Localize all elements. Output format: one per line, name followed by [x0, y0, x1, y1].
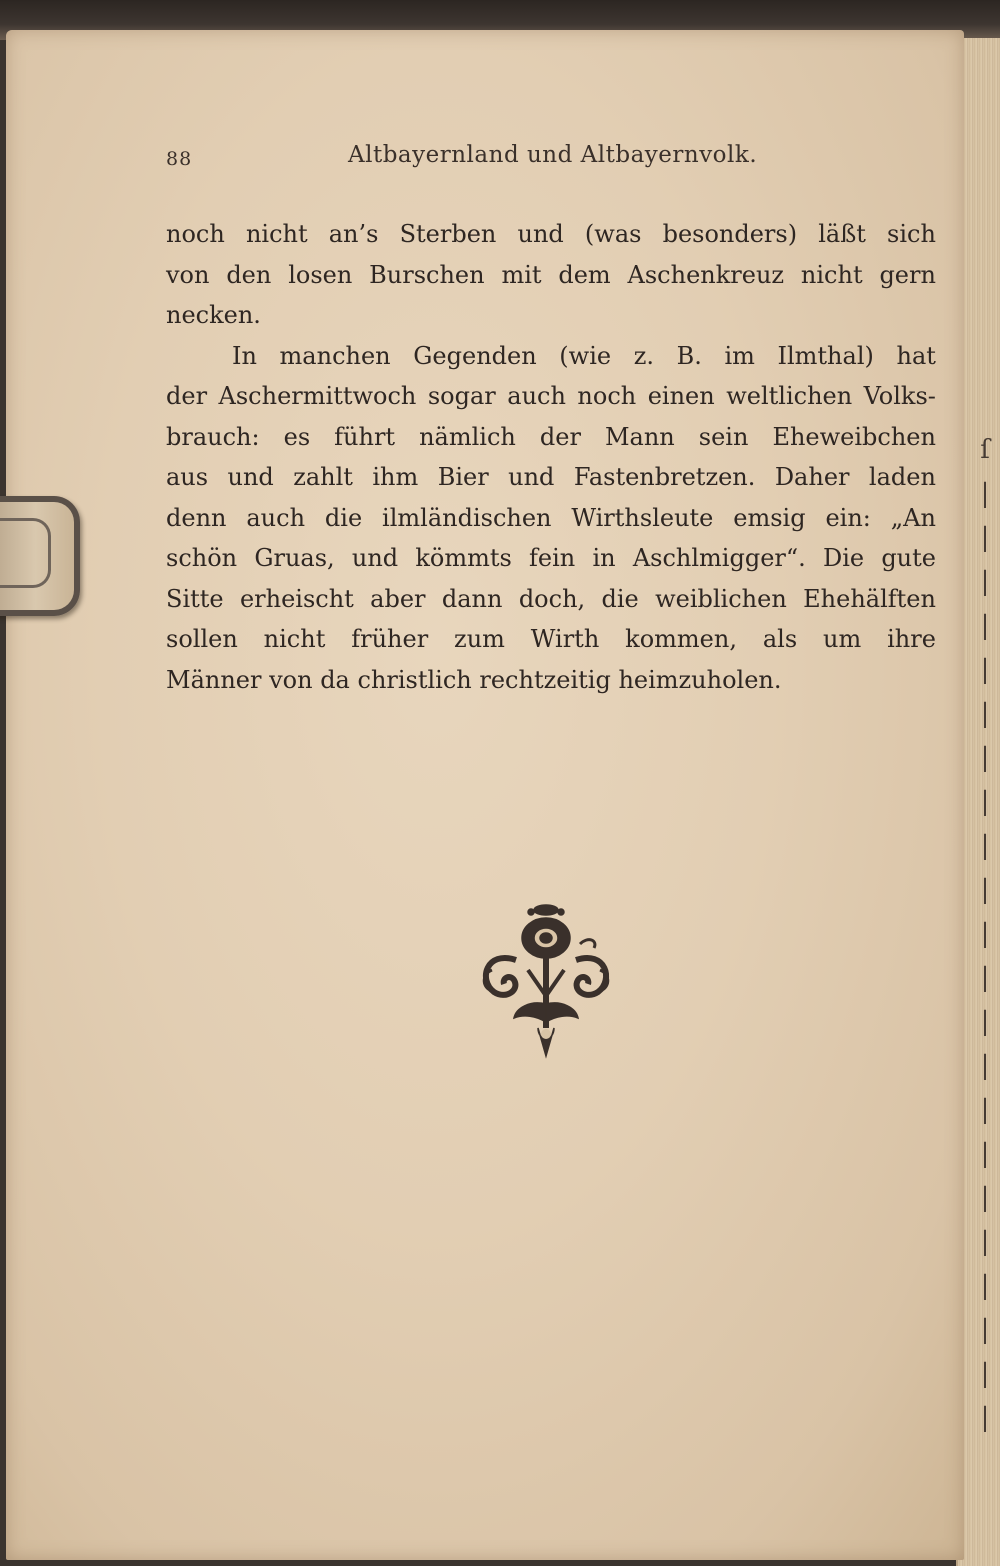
word: Aschenkreuz	[627, 260, 785, 289]
word: sich	[887, 220, 936, 248]
text-line	[166, 619, 936, 660]
next-page-edge-letters: ſ | | | | | | | | | | | | | | | | | | | | | |	[980, 435, 990, 1433]
word: den	[226, 260, 272, 289]
word: sogar	[427, 382, 496, 410]
text-line	[166, 255, 936, 296]
bookmark-clip-icon	[0, 496, 80, 616]
word: nicht	[263, 625, 326, 653]
word: nicht	[800, 260, 863, 289]
word: zahlt	[293, 463, 353, 491]
word: laden	[868, 463, 936, 491]
word: der	[166, 382, 208, 410]
word: (was	[584, 220, 642, 248]
word: um	[823, 625, 862, 653]
word: dem	[558, 260, 611, 289]
word: führt	[334, 422, 396, 451]
word: Wirthsleute	[571, 503, 714, 532]
word: läßt	[818, 220, 866, 248]
text-line	[166, 336, 936, 377]
word: losen	[288, 260, 353, 289]
word: zum	[454, 625, 505, 653]
word: nicht	[245, 220, 308, 248]
word: gute	[881, 544, 936, 572]
word: in	[592, 544, 616, 572]
text-line	[166, 214, 936, 255]
word: noch	[166, 220, 225, 248]
word: Wirth	[530, 625, 600, 653]
word: und	[351, 544, 399, 572]
word: es	[283, 422, 311, 451]
word: emsig	[733, 503, 806, 532]
word: Gegenden	[413, 341, 537, 370]
word: früher	[351, 625, 429, 653]
word: weiblichen	[655, 584, 787, 613]
word: Bier	[437, 463, 489, 491]
word: ihm	[372, 463, 419, 491]
word: Aschermittwoch	[218, 382, 417, 410]
text-line	[166, 538, 936, 579]
word: einen	[647, 382, 715, 410]
text-line	[166, 498, 936, 539]
word: die	[601, 584, 639, 613]
word: sein	[698, 422, 749, 451]
word: als	[762, 625, 798, 653]
word: Burschen	[369, 260, 485, 289]
word: fein	[529, 544, 576, 572]
body-text	[166, 214, 936, 700]
text-line	[166, 457, 936, 498]
text-line	[166, 417, 936, 458]
word: In	[232, 341, 257, 370]
word: Gruas,	[254, 544, 335, 572]
clip-inner-loop	[0, 518, 51, 588]
word: Sitte	[166, 584, 224, 613]
word: Sterben	[399, 220, 497, 248]
word: Mann	[604, 422, 675, 451]
word: Daher	[774, 463, 850, 491]
word: im	[724, 341, 755, 370]
word: ihre	[887, 625, 936, 653]
word: B.	[676, 341, 702, 370]
word: auch	[246, 503, 306, 532]
word: der	[539, 422, 581, 451]
word: Aschlmigger“.	[632, 544, 806, 572]
word: und	[517, 220, 564, 248]
word: nämlich	[419, 422, 516, 451]
word: aber	[370, 584, 426, 613]
word: und	[508, 463, 555, 491]
word: mit	[501, 260, 542, 289]
running-head-title: Altbayernland und Altbayernvolk.	[348, 142, 758, 168]
word: Ilmthal)	[777, 341, 874, 370]
word: an’s	[328, 220, 379, 248]
word: „An	[890, 503, 936, 532]
word: erheischt	[239, 584, 354, 613]
word: z.	[633, 341, 654, 370]
word: auch	[507, 382, 566, 410]
word: und	[227, 463, 274, 491]
word: (wie	[559, 341, 612, 370]
word: manchen	[279, 341, 391, 370]
word: doch,	[518, 584, 586, 613]
text-line	[166, 579, 936, 620]
word: Eheweibchen	[772, 422, 936, 451]
running-head	[166, 142, 926, 178]
paragraph-1	[166, 214, 936, 336]
word: hat	[896, 341, 936, 370]
word: Die	[822, 544, 865, 572]
word: Fastenbretzen.	[573, 463, 756, 491]
word: ein:	[825, 503, 871, 532]
word: von	[166, 260, 210, 289]
word: sollen	[166, 625, 238, 653]
word: denn	[166, 503, 227, 532]
text-line: necken.	[166, 301, 261, 329]
page-number: 88	[166, 148, 193, 170]
word: gern	[879, 260, 936, 289]
word: schön	[166, 544, 238, 572]
word: kommen,	[625, 625, 737, 653]
word: weltlichen	[726, 382, 853, 410]
word: ilmländischen	[382, 503, 552, 532]
text-line	[166, 376, 936, 417]
word: Volks-	[863, 382, 936, 410]
word: dann	[441, 584, 503, 613]
text-line: Männer von da christlich rechtzeitig heimzuholen.	[166, 665, 782, 694]
fleuron-ornament-icon	[476, 900, 616, 1060]
word: die	[324, 503, 363, 532]
word: kömmts	[415, 544, 512, 572]
word: brauch:	[166, 422, 260, 451]
word: besonders)	[662, 220, 798, 248]
word: Ehehälften	[803, 584, 936, 613]
word: noch	[577, 382, 637, 410]
word: aus	[166, 463, 209, 491]
paragraph-2	[166, 336, 936, 701]
